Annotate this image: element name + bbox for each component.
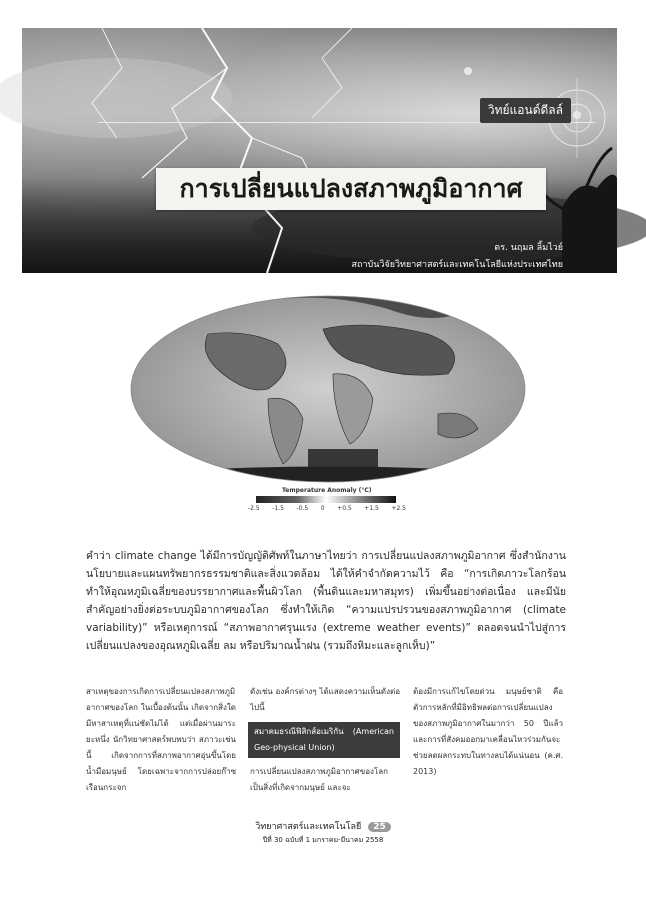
column-2-text-bottom: การเปลี่ยนแปลงสภาพภูมิอากาศของโลกเป็นสิ่งที่เกิดจากมนุษย์ และจะ bbox=[250, 767, 388, 792]
page-footer bbox=[0, 819, 646, 846]
intro-paragraph: คำว่า climate change ได้มีการบัญญัติศัพท์ในภาษาไทยว่า การเปลี่ยนแปลงสภาพภูมิอากาศ ซึ่งสำนักงานนโยบายและแผนทรัพยากรธรรมชาติและสิ่งแวดล้อม ได้ให้คำจำกัดความไว้ คือ “การเกิดภาวะโลกร้อนทำให้อุณหภูมิเฉลี่ยของบรรยากาศและพื้นผิวโลก (พื้นดินและมหาสมุทร) เพิ่มขึ้นอย่างต่อเนื่อง และมีนัยสำคัญอย่างยิ่งต่อระบบภูมิอากาศของโลก ซึ่งทำให้เกิด “ความแปรปรวนของสภาพภูมิอากาศ (climate variability)” หรือเหตุการณ์ “สภาพอากาศรุนแรง (extreme weather events)” ตลอดจนนำไปสู่การเปลี่ยนแปลงของอุณหภูมิเฉลี่ย ลม หรือปริมาณน้ำฝน (รวมถึงหิมะและลูกเห็บ)” bbox=[86, 549, 566, 652]
legend-tick: 0 bbox=[320, 505, 325, 512]
section-tag: วิทย์แอนด์ดีลล์ bbox=[480, 98, 571, 123]
author-address-1: 35 หมู่ที่ 3 เทคโนธานี ตำบลคลองห้า bbox=[419, 277, 563, 287]
page-number: 25 bbox=[368, 822, 391, 832]
column-2-subheading: สมาคมธรณีฟิสิกส์อเมริกัน (American Geo-physical Union) bbox=[248, 722, 400, 758]
column-1-text: สาเหตุของการเกิดการเปลี่ยนแปลงสภาพภูมิอากาศของโลก ในเบื้องต้นนั้น เกิดจากสิ่งใด มีหาสาเหตุที่แน่ชัดไม่ได้ แต่เมื่อผ่านมาระยะหนึ่ง นักวิทยาศาสตร์พบพบว่า สภาวะเช่นนี้ เกิดจากการที่สภาพอากาศอุ่นขึ้นโดยน้ำมือมนุษย์ โดยเฉพาะจากการปล่อยก๊าซเรือนกระจก bbox=[86, 687, 236, 792]
storm-lightning-illustration bbox=[22, 28, 617, 273]
legend-tick: +1.5 bbox=[364, 505, 379, 512]
legend-tick: +2.5 bbox=[391, 505, 406, 512]
legend-tick: -2.5 bbox=[248, 505, 260, 512]
body-column-1 bbox=[86, 684, 236, 796]
author-address-2: อำเภอคลองหลวง จังหวัดปทุมธานี 12120 bbox=[400, 294, 563, 304]
legend-tick: +0.5 bbox=[337, 505, 352, 512]
temperature-anomaly-map bbox=[128, 294, 528, 484]
body-column-3 bbox=[413, 684, 563, 780]
hero-image bbox=[22, 28, 617, 304]
author-affiliation: สถาบันวิจัยวิทยาศาสตร์และเทคโนโลยีแห่งประเทศไทย bbox=[351, 260, 563, 270]
legend-tick: -1.5 bbox=[272, 505, 284, 512]
magazine-name: วิทยาศาสตร์และเทคโนโลยี bbox=[255, 822, 362, 832]
legend-title: Temperature Anomaly (°C) bbox=[282, 487, 372, 494]
legend-ticks bbox=[248, 505, 406, 512]
title-box bbox=[156, 168, 546, 210]
legend-color-bar bbox=[256, 496, 396, 503]
body-column-2 bbox=[250, 684, 400, 796]
column-3-text: ต้องมีการแก้ไขโดยด่วน มนุษย์ชาติ คือตัวการหลักที่มีอิทธิพลต่อการเปลี่ยนแปลงของสภาพภูมิอากาศในมากว่า 50 ปีแล้ว และการที่สังคมออกมาเคลื่อนไหวร่วมกันจะช่วยลดผลกระทบในทางลบได้แน่นอน (ค.ศ. 2013) bbox=[413, 687, 563, 776]
author-name: ดร. นฤมล ลิ้มไวย์ bbox=[494, 243, 563, 253]
legend-tick: -0.5 bbox=[296, 505, 309, 512]
issue-info: ปีที่ 30 ฉบับที่ 1 มกราคม-มีนาคม 2558 bbox=[262, 836, 384, 844]
column-2-text-top: ดังเช่น องค์กรต่างๆ ได้แสดงความเห็นดังต่อไปนี้ bbox=[250, 687, 400, 712]
article-title: การเปลี่ยนแปลงสภาพภูมิอากาศ bbox=[179, 174, 523, 203]
